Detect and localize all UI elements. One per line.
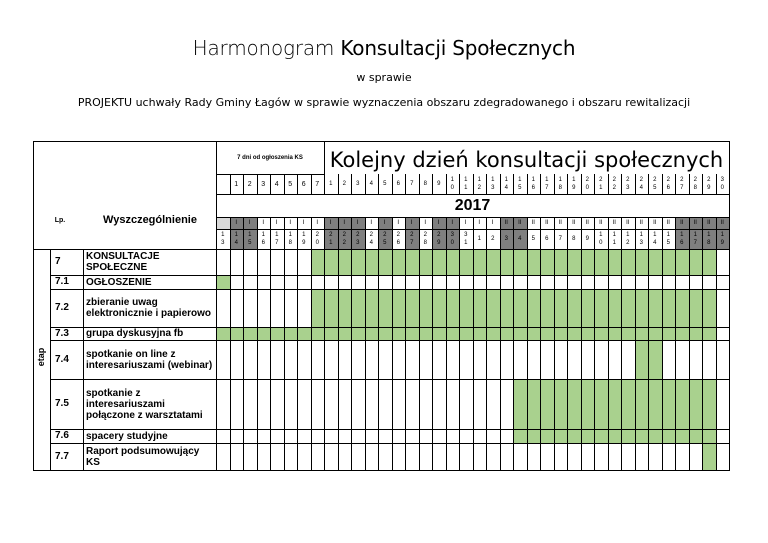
date-label: 9 [585,236,589,242]
grid-line [621,217,622,470]
consult-day-number: 2 0 [585,177,589,191]
consult-day-number: 8 [423,181,427,187]
desc-header: Wyszczególnienie [103,213,197,226]
consult-day-number: 2 3 [626,177,630,191]
grid-line [284,217,285,470]
etap-label: etap [35,347,46,367]
subtitle-line-2: PROJEKTU uchwały Rady Gminy Łagów w sprawie wyznaczenia obszaru zdegradowanego i obszaru rewitalizacji [77,96,691,109]
grid-line [324,217,325,470]
row-description: spotkanie z interesariuszami połączone z warsztatami [86,387,203,421]
date-label: 2 2 [342,232,346,246]
gantt-bar [702,443,716,470]
grid-line [675,217,676,470]
pre-day-number: 7 [315,180,320,188]
date-label: 2 5 [383,232,387,246]
month-label: I [383,220,386,226]
consult-day-number: 1 3 [491,177,495,191]
row-description: spotkanie on line z interesariuszami (webinar) [86,348,213,371]
grid-line [540,217,541,470]
date-label: 1 8 [288,232,292,246]
date-label: 8 [572,236,576,242]
month-label: II [599,220,603,226]
grid-line [33,470,729,471]
date-label: 1 9 [302,232,306,246]
month-label: II [626,220,630,226]
month-label: I [248,220,251,226]
gantt-bar [216,327,716,340]
title-prefix: Harmonogram [192,36,341,60]
grid-line [83,249,84,470]
month-label: I [289,220,292,226]
consult-day-number: 1 9 [572,177,576,191]
month-label: I [451,220,454,226]
grid-line [392,217,393,470]
month-label: I [464,220,467,226]
date-label: 1 3 [221,232,225,246]
grid-line [567,217,568,470]
consult-day-number: 2 9 [707,177,711,191]
grid-line [243,217,244,470]
row-description: spacery studyjne [86,430,168,442]
pre-day-number: 5 [288,180,293,188]
date-label: 1 7 [275,232,279,246]
month-label: I [437,220,440,226]
grid-line [230,217,231,470]
date-label: 2 4 [369,232,373,246]
consult-day-number: 1 5 [518,177,522,191]
grid-line [405,217,406,470]
month-label: I [397,220,400,226]
gantt-bar [513,379,716,429]
consult-day-number: 2 6 [666,177,670,191]
grid-line [527,217,528,470]
date-label: 1 5 [666,232,670,246]
month-label: II [653,220,657,226]
grid-line [729,141,730,471]
date-label: 1 2 [626,232,630,246]
grid-line [311,217,312,470]
grid-line [689,217,690,470]
date-label: 1 7 [693,232,697,246]
grid-line [378,217,379,470]
date-label: 2 9 [437,232,441,246]
month-label: II [572,220,576,226]
grid-line [581,217,582,470]
month-label: I [262,220,265,226]
grid-line [216,141,217,470]
date-label: 3 [504,236,508,242]
date-label: 1 0 [599,232,603,246]
year-label: 2017 [454,196,491,214]
row-lp: 7.2 [55,302,69,313]
grid-line [257,217,258,470]
month-label: I [329,220,332,226]
date-label: 1 6 [261,232,265,246]
grid-line [432,217,433,470]
row-lp: 7.5 [55,398,69,409]
row-description: KONSULTACJE SPOŁECZNE [86,251,160,273]
pre-day-number: 4 [274,180,279,188]
grid-line [648,217,649,470]
row-description: zbieranie uwag elektronicznie i papierowo [86,297,212,319]
grid-line [338,217,339,470]
date-label: 4 [518,236,522,242]
consult-day-number: 1 4 [504,177,508,191]
consult-day-number: 1 1 [464,177,468,191]
month-label: I [275,220,278,226]
date-label: 1 9 [720,232,724,246]
month-label: I [235,220,238,226]
grid-line [716,217,717,470]
grid-line [608,217,609,470]
consult-day-number: 1 [329,181,333,187]
month-label: II [518,220,522,226]
consult-day-number: 4 [369,181,373,187]
row-lp: 7.7 [55,450,69,462]
date-label: 2 6 [396,232,400,246]
consult-day-number: 1 2 [477,177,481,191]
month-label: I [316,220,319,226]
grid-line [297,217,298,470]
grid-line [486,217,487,470]
date-label: 2 8 [423,232,427,246]
month-label: I [356,220,359,226]
pre-day-number: 6 [301,180,306,188]
row-lp: 7.3 [55,327,69,339]
date-label: 2 [491,236,495,242]
grid-line [702,217,703,470]
grid-line [459,217,460,470]
consult-day-number: 5 [383,181,387,187]
pre-day-number: 3 [261,180,266,188]
page-title [0,36,768,60]
date-label: 3 0 [450,232,454,246]
consult-day-number: 9 [437,181,441,187]
consult-label: Kolejny dzień konsultacji społecznych [329,147,724,172]
consult-day-number: 1 0 [450,177,454,191]
consult-day-number: 3 0 [720,177,724,191]
month-label: II [585,220,589,226]
date-label: 1 6 [680,232,684,246]
month-label: I [343,220,346,226]
grid-line [500,217,501,470]
grid-line [554,217,555,470]
consult-day-number: 2 2 [612,177,616,191]
grid-line [473,217,474,470]
month-label: I [370,220,373,226]
consult-day-number: 2 [342,181,346,187]
title-highlight: Konsultacji Społecznych [340,36,576,60]
month-label: II [666,220,670,226]
notice-label: 7 dni od ogłoszenia KS [237,155,303,161]
month-label: II [504,220,508,226]
gantt-bar [513,429,716,443]
row-lp: 7.4 [55,353,69,365]
consult-day-number: 1 7 [545,177,549,191]
row-description: OGŁOSZENIE [86,276,152,288]
date-label: 1 4 [653,232,657,246]
date-label: 1 3 [639,232,643,246]
grid-line [635,217,636,470]
date-label: 2 3 [356,232,360,246]
month-label: II [693,220,697,226]
subtitle-line-1: w sprawie [356,71,412,84]
date-label: 2 1 [329,232,333,246]
grid-line [594,217,595,470]
pre-day-number: 1 [234,180,239,188]
consult-day-number: 2 5 [653,177,657,191]
date-label: 1 5 [248,232,252,246]
grid-line [446,217,447,470]
row-lp: 7.1 [55,276,69,287]
month-label: I [478,220,481,226]
date-label: 7 [558,236,562,242]
grid-line [365,217,366,470]
month-label: II [612,220,616,226]
month-label: II [720,220,724,226]
pre-day-number: 2 [247,180,252,188]
month-label: II [639,220,643,226]
gantt-bar [216,275,230,289]
grid-line [513,217,514,470]
grid-line [351,217,352,470]
grid-line [270,217,271,470]
row-description: Raport podsumowujący KS [86,445,200,468]
grid-line [419,217,420,470]
date-label: 6 [545,236,549,242]
month-label: II [545,220,549,226]
lp-header: Lp. [54,216,66,224]
date-label: 5 [531,236,535,242]
month-label: I [424,220,427,226]
grid-line [33,141,34,470]
date-label: 1 8 [707,232,711,246]
date-label: 2 0 [315,232,319,246]
row-lp: 7.6 [55,430,69,441]
month-label: II [680,220,684,226]
month-label: I [491,220,494,226]
consult-day-number: 7 [410,181,414,187]
consult-day-number: 6 [396,181,400,187]
month-label: II [707,220,711,226]
consult-day-number: 1 8 [558,177,562,191]
consult-day-number: 2 7 [680,177,684,191]
row-lp: 7 [55,256,61,267]
date-label: 1 [477,236,481,242]
row-description: grupa dyskusyjna fb [86,328,184,339]
consult-day-number: 2 8 [693,177,697,191]
month-shade [216,217,230,229]
date-label: 2 7 [410,232,414,246]
date-label: 1 1 [612,232,616,246]
grid-line [50,249,51,470]
consult-day-number: 2 1 [599,177,603,191]
consult-day-number: 3 [356,181,360,187]
grid-line [662,217,663,470]
month-label: I [302,220,305,226]
month-label: II [558,220,562,226]
grid-line [33,141,729,142]
date-label: 1 4 [234,232,238,246]
date-label: 3 1 [464,232,468,246]
consult-day-number: 1 6 [531,177,535,191]
month-label: I [410,220,413,226]
month-label: II [531,220,535,226]
consult-day-number: 2 4 [639,177,643,191]
